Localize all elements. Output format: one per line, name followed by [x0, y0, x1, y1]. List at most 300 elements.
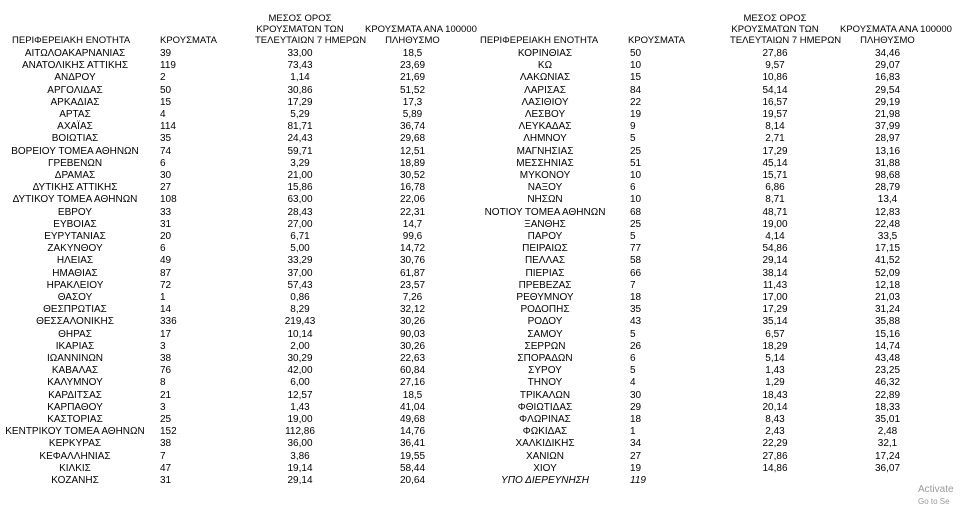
avg7-value: 42,00 — [287, 365, 313, 377]
per100k-value: 22,63 — [399, 353, 426, 364]
table-row — [0, 316, 960, 328]
table-row — [0, 72, 960, 84]
cases-value: 47 — [160, 462, 172, 474]
cases-value: 35 — [630, 304, 642, 316]
cases-value: 18 — [630, 292, 642, 303]
region-name: ΡΕΘΥΜΝΟΥ — [516, 292, 574, 303]
per100k-value: 32,1 — [877, 438, 898, 450]
table-row — [0, 97, 960, 109]
region-name: ΘΗΡΑΣ — [58, 328, 92, 340]
per100k-value: 30,76 — [399, 255, 426, 267]
region-name: ΕΥΒΟΙΑΣ — [53, 218, 97, 230]
table-row — [0, 463, 960, 475]
cases-value: 25 — [160, 414, 172, 425]
cases-value: 6 — [630, 353, 636, 364]
per100k-value: 29,68 — [399, 133, 426, 145]
region-name: ΘΑΣΟΥ — [57, 292, 93, 303]
avg7-value: 2,00 — [290, 340, 310, 352]
table-row — [0, 377, 960, 389]
cases-value: 4 — [630, 377, 636, 389]
cases-value: 34 — [630, 438, 642, 450]
region-name: ΧΙΟΥ — [533, 462, 557, 474]
table-row — [0, 475, 960, 487]
cases-value: 38 — [160, 438, 172, 450]
avg7-value: 6,57 — [765, 328, 785, 340]
cases-value: 10 — [630, 170, 642, 181]
cases-value: 7 — [160, 450, 166, 462]
region-name: ΧΑΛΚΙΔΙΚΗΣ — [515, 438, 575, 450]
cases-value: 14 — [160, 304, 172, 316]
cases-value: 68 — [630, 206, 642, 218]
region-name: ΚΕΝΤΡΙΚΟΥ ΤΟΜΕΑ ΑΘΗΝΩΝ — [5, 426, 145, 438]
cases-value: 3 — [160, 340, 166, 352]
cases-value: 22 — [630, 96, 642, 108]
avg7-value: 2,43 — [765, 426, 785, 438]
avg7-value: 19,14 — [287, 462, 313, 474]
table-row — [0, 280, 960, 292]
avg7-value: 112,86 — [285, 426, 315, 438]
region-name: ΚΑΛΥΜΝΟΥ — [47, 377, 103, 389]
avg7-value: 19,00 — [762, 218, 788, 230]
table-row — [0, 255, 960, 267]
per100k-value: 15,16 — [874, 328, 901, 340]
avg7-value: 29,14 — [287, 475, 313, 486]
cases-value: 9 — [630, 121, 636, 133]
avg7-value: 38,14 — [762, 267, 788, 279]
avg7-value: 15,86 — [287, 182, 313, 194]
table-row — [0, 85, 960, 97]
avg7-value: 81,71 — [287, 121, 313, 133]
cases-value: 50 — [630, 48, 642, 59]
per100k-value: 28,79 — [874, 182, 901, 194]
region-name: ΗΡΑΚΛΕΙΟΥ — [46, 279, 104, 291]
region-name: ΣΠΟΡΑΔΩΝ — [517, 353, 573, 364]
region-name: ΚΑΣΤΟΡΙΑΣ — [47, 414, 103, 425]
avg7-value: 30,86 — [287, 84, 313, 96]
watermark-line1: Activate — [918, 484, 954, 495]
cases-value: 76 — [160, 365, 172, 377]
table-row — [0, 292, 960, 304]
per100k-value: 27,16 — [399, 377, 426, 389]
per100k-value: 90,03 — [399, 328, 426, 340]
table-row — [0, 219, 960, 231]
per100k-value: 36,74 — [399, 121, 426, 133]
per100k-value: 22,89 — [874, 389, 901, 401]
per100k-value: 21,69 — [399, 72, 426, 84]
avg7-value: 27,86 — [762, 48, 788, 59]
per100k-value: 28,97 — [874, 133, 901, 145]
table-row — [0, 231, 960, 243]
avg7-value: 17,29 — [287, 96, 313, 108]
table-row — [0, 60, 960, 72]
avg7-value: 24,43 — [287, 133, 313, 145]
region-name: ΠΡΕΒΕΖΑΣ — [518, 279, 572, 291]
region-name: ΚΟΖΑΝΗΣ — [51, 475, 99, 486]
header-avg-line2: ΚΡΟΥΣΜΑΤΩΝ ΤΩΝ — [731, 24, 819, 35]
per100k-value: 29,07 — [874, 60, 901, 72]
cases-value: 51 — [630, 157, 642, 169]
avg7-value: 59,71 — [287, 145, 313, 157]
avg7-value: 57,43 — [287, 279, 313, 291]
avg7-value: 33,00 — [287, 48, 313, 59]
region-name: ΥΠΟ ΔΙΕΡΕΥΝΗΣΗ — [501, 475, 589, 486]
avg7-value: 19,00 — [287, 414, 313, 425]
avg7-value: 16,57 — [762, 96, 788, 108]
cases-value: 15 — [630, 72, 642, 84]
cases-value: 7 — [630, 279, 636, 291]
avg7-value: 28,43 — [287, 206, 313, 218]
cases-value: 38 — [160, 353, 172, 364]
region-name: ΑΝΔΡΟΥ — [54, 72, 96, 84]
per100k-value: 29,19 — [874, 96, 901, 108]
avg7-value: 8,43 — [765, 414, 785, 425]
per100k-value: 23,25 — [874, 365, 901, 377]
cases-value: 2 — [160, 72, 166, 84]
avg7-value: 20,14 — [762, 401, 788, 413]
per100k-value: 21,03 — [874, 292, 901, 303]
avg7-value: 5,14 — [765, 353, 785, 364]
per100k-value: 12,83 — [874, 206, 901, 218]
avg7-value: 8,29 — [290, 304, 310, 316]
region-name: ΙΩΑΝΝΙΝΩΝ — [46, 353, 104, 364]
per100k-value: 30,52 — [399, 170, 426, 181]
avg7-value: 2,71 — [765, 133, 785, 145]
per100k-value: 7,26 — [402, 292, 423, 303]
avg7-value: 12,57 — [287, 389, 313, 401]
avg7-value: 17,29 — [762, 304, 788, 316]
region-name: ΙΚΑΡΙΑΣ — [55, 340, 95, 352]
header-per-line1: ΚΡΟΥΣΜΑΤΑ ΑΝΑ 100000 — [840, 24, 952, 35]
header-avg-line3: ΤΕΛΕΥΤΑΙΩΝ 7 ΗΜΕΡΩΝ — [255, 35, 367, 46]
per100k-value: 29,54 — [874, 84, 901, 96]
per100k-value: 36,41 — [399, 438, 426, 450]
per100k-value: 18,5 — [402, 48, 423, 59]
region-name: ΑΧΑΪΑΣ — [57, 121, 93, 133]
region-name: ΤΡΙΚΑΛΩΝ — [519, 389, 571, 401]
table-row — [0, 133, 960, 145]
avg7-value: 54,86 — [762, 243, 788, 255]
avg7-value: 1,43 — [290, 401, 310, 413]
header-cases-right: ΚΡΟΥΣΜΑΤΑ — [628, 35, 685, 46]
table-row — [0, 146, 960, 158]
avg7-value: 18,43 — [762, 389, 788, 401]
region-name: ΑΝΑΤΟΛΙΚΗΣ ΑΤΤΙΚΗΣ — [21, 60, 129, 72]
header-avg-line1: ΜΕΣΟΣ ΟΡΟΣ — [743, 13, 807, 24]
region-name: ΣΥΡΟΥ — [528, 365, 562, 377]
per100k-value: 32,12 — [399, 304, 426, 316]
header-per-line2: ΠΛΗΘΥΣΜΟ — [860, 35, 915, 46]
per100k-value: 23,69 — [399, 60, 426, 72]
region-name: ΛΕΣΒΟΥ — [524, 109, 566, 120]
table-row — [0, 402, 960, 414]
cases-value: 152 — [160, 426, 177, 438]
cases-value: 4 — [160, 109, 166, 120]
per100k-value: 51,52 — [399, 84, 426, 96]
region-name: ΧΑΝΙΩΝ — [525, 450, 565, 462]
region-name: ΣΑΜΟΥ — [527, 328, 563, 340]
per100k-value: 98,68 — [874, 170, 901, 181]
per100k-value: 52,09 — [874, 267, 901, 279]
per100k-value: 14,72 — [399, 243, 426, 255]
avg7-value: 18,29 — [762, 340, 788, 352]
cases-value: 21 — [160, 389, 172, 401]
per100k-value: 13,4 — [877, 194, 898, 206]
region-name: ΜΥΚΟΝΟΥ — [519, 170, 571, 181]
region-name: ΘΕΣΣΑΛΟΝΙΚΗΣ — [36, 316, 114, 328]
cases-value: 1 — [160, 292, 166, 303]
avg7-value: 63,00 — [287, 194, 313, 206]
region-name: ΕΥΡΥΤΑΝΙΑΣ — [44, 231, 106, 242]
per100k-value: 60,84 — [399, 365, 426, 377]
header-per-line2: ΠΛΗΘΥΣΜΟ — [385, 35, 440, 46]
avg7-value: 10,14 — [287, 328, 313, 340]
avg7-value: 17,00 — [762, 292, 788, 303]
cases-value: 20 — [160, 231, 172, 242]
region-name: ΛΑΣΙΘΙΟΥ — [521, 96, 569, 108]
cases-value: 74 — [160, 145, 172, 157]
per100k-value: 17,15 — [874, 243, 901, 255]
per100k-value: 99,6 — [402, 231, 423, 242]
region-name: ΜΕΣΣΗΝΙΑΣ — [516, 157, 574, 169]
avg7-value: 27,00 — [287, 218, 313, 230]
region-name: ΕΒΡΟΥ — [57, 206, 93, 218]
cases-value: 17 — [160, 328, 172, 340]
per100k-value: 30,26 — [399, 340, 426, 352]
cases-value: 336 — [160, 316, 177, 328]
header-avg-line2: ΚΡΟΥΣΜΑΤΩΝ ΤΩΝ — [256, 24, 344, 35]
region-name: ΛΕΥΚΑΔΑΣ — [518, 121, 572, 133]
avg7-value: 9,57 — [765, 60, 785, 72]
per100k-value: 22,31 — [399, 206, 426, 218]
table-row — [0, 182, 960, 194]
cases-value: 35 — [160, 133, 172, 145]
table-row — [0, 109, 960, 121]
header-region-left: ΠΕΡΙΦΕΡΕΙΑΚΗ ΕΝΟΤΗΤΑ — [12, 35, 131, 46]
cases-value: 27 — [160, 182, 172, 194]
avg7-value: 6,00 — [290, 377, 310, 389]
region-name: ΚΕΦΑΛΛΗΝΙΑΣ — [39, 450, 111, 462]
avg7-value: 22,29 — [762, 438, 788, 450]
cases-value: 5 — [630, 133, 636, 145]
per100k-value: 49,68 — [399, 414, 426, 425]
per100k-value: 16,83 — [874, 72, 901, 84]
cases-value: 58 — [630, 255, 642, 267]
per100k-value: 31,88 — [874, 157, 901, 169]
region-name: ΞΑΝΘΗΣ — [524, 218, 566, 230]
avg7-value: 5,00 — [290, 243, 310, 255]
region-name: ΦΛΩΡΙΝΑΣ — [519, 414, 571, 425]
region-name: ΣΕΡΡΩΝ — [524, 340, 566, 352]
table-row — [0, 304, 960, 316]
region-name: ΔΥΤΙΚΗΣ ΑΤΤΙΚΗΣ — [32, 182, 118, 194]
avg7-value: 48,71 — [762, 206, 788, 218]
cases-value: 5 — [630, 328, 636, 340]
avg7-value: 0,86 — [290, 292, 310, 303]
header-cases-left: ΚΡΟΥΣΜΑΤΑ — [160, 35, 217, 46]
avg7-value: 21,00 — [287, 170, 313, 181]
avg7-value: 19,57 — [762, 109, 788, 120]
table-row — [0, 353, 960, 365]
header-per100k-right — [840, 24, 952, 46]
cases-value: 39 — [160, 48, 172, 59]
cases-value: 31 — [160, 475, 172, 486]
region-name: ΔΡΑΜΑΣ — [54, 170, 96, 181]
avg7-value: 29,14 — [762, 255, 788, 267]
region-name: ΠΕΙΡΑΙΩΣ — [522, 243, 568, 255]
region-name: ΦΘΙΩΤΙΔΑΣ — [517, 401, 573, 413]
per100k-value: 18,5 — [402, 389, 423, 401]
per100k-value: 19,55 — [399, 450, 426, 462]
cases-value: 3 — [160, 401, 166, 413]
cases-value: 108 — [160, 194, 177, 206]
cases-value: 43 — [630, 316, 642, 328]
region-name: ΓΡΕΒΕΝΩΝ — [47, 157, 103, 169]
per100k-value: 41,52 — [874, 255, 901, 267]
cases-value: 50 — [160, 84, 172, 96]
avg7-value: 8,71 — [765, 194, 785, 206]
region-name: ΡΟΔΟΥ — [527, 316, 563, 328]
per100k-value: 5,89 — [402, 109, 423, 120]
avg7-value: 30,29 — [287, 353, 313, 364]
region-name: ΒΟΡΕΙΟΥ ΤΟΜΕΑ ΑΘΗΝΩΝ — [11, 145, 139, 157]
avg7-value: 1,43 — [765, 365, 785, 377]
per100k-value: 14,76 — [399, 426, 426, 438]
cases-value: 30 — [160, 170, 172, 181]
avg7-value: 36,00 — [287, 438, 313, 450]
avg7-value: 5,29 — [290, 109, 310, 120]
cases-value: 119 — [160, 60, 176, 72]
avg7-value: 8,14 — [765, 121, 785, 133]
cases-value: 8 — [160, 377, 166, 389]
per100k-value: 33,5 — [877, 231, 898, 242]
header-region-right: ΠΕΡΙΦΕΡΕΙΑΚΗ ΕΝΟΤΗΤΑ — [480, 35, 599, 46]
cases-value: 114 — [160, 121, 176, 133]
per100k-value: 35,88 — [874, 316, 901, 328]
table-row — [0, 121, 960, 133]
region-name: ΑΡΚΑΔΙΑΣ — [50, 96, 100, 108]
table-row — [0, 243, 960, 255]
header-avg-right — [730, 13, 842, 46]
header-avg-line1: ΜΕΣΟΣ ΟΡΟΣ — [268, 13, 332, 24]
per100k-value: 37,99 — [874, 121, 901, 133]
header-per-line1: ΚΡΟΥΣΜΑΤΑ ΑΝΑ 100000 — [365, 24, 477, 35]
per100k-value: 16,78 — [399, 182, 426, 194]
region-name: ΠΙΕΡΙΑΣ — [525, 267, 565, 279]
region-name: ΔΥΤΙΚΟΥ ΤΟΜΕΑ ΑΘΗΝΩΝ — [12, 194, 138, 206]
region-name: ΒΟΙΩΤΙΑΣ — [51, 133, 99, 145]
cases-value: 72 — [160, 279, 172, 291]
cases-value: 25 — [630, 218, 642, 230]
per100k-value: 21,98 — [874, 109, 901, 120]
cases-value: 77 — [630, 243, 642, 255]
region-name: ΚΙΛΚΙΣ — [59, 462, 91, 474]
per100k-value: 18,89 — [399, 157, 426, 169]
cases-value: 25 — [630, 145, 642, 157]
cases-value: 26 — [630, 340, 642, 352]
cases-value: 19 — [630, 462, 642, 474]
avg7-value: 4,14 — [765, 231, 785, 242]
cases-value: 19 — [630, 109, 642, 120]
cases-value: 5 — [630, 231, 636, 242]
per100k-value: 36,07 — [874, 462, 901, 474]
per100k-value: 22,48 — [874, 218, 901, 230]
per100k-value: 61,87 — [399, 267, 426, 279]
avg7-value: 17,29 — [762, 145, 788, 157]
region-name: ΤΗΝΟΥ — [527, 377, 563, 389]
cases-value: 87 — [160, 267, 172, 279]
per100k-value: 2,48 — [877, 426, 898, 438]
region-name: ΠΕΛΛΑΣ — [524, 255, 566, 267]
cases-value: 18 — [630, 414, 642, 425]
table-row — [0, 390, 960, 402]
cases-value: 6 — [160, 243, 166, 255]
cases-value: 31 — [160, 218, 172, 230]
per100k-value: 41,04 — [399, 401, 426, 413]
per100k-value: 43,48 — [874, 353, 901, 364]
region-name: ΜΑΓΝΗΣΙΑΣ — [516, 145, 574, 157]
region-name: ΝΟΤΙΟΥ ΤΟΜΕΑ ΑΘΗΝΩΝ — [484, 206, 606, 218]
region-name: ΛΑΚΩΝΙΑΣ — [519, 72, 571, 84]
region-name: ΖΑΚΥΝΘΟΥ — [47, 243, 103, 255]
per100k-value: 31,24 — [874, 304, 901, 316]
avg7-value: 33,29 — [287, 255, 313, 267]
per100k-value: 34,46 — [874, 48, 901, 59]
per100k-value: 20,64 — [399, 475, 426, 486]
avg7-value: 3,29 — [290, 157, 310, 169]
table-row — [0, 170, 960, 182]
cases-value: 5 — [630, 365, 636, 377]
cases-value: 33 — [160, 206, 172, 218]
region-name: ΑΡΓΟΛΙΔΑΣ — [47, 84, 103, 96]
avg7-value: 14,86 — [762, 462, 788, 474]
cases-value: 27 — [630, 450, 642, 462]
cases-value: 30 — [630, 389, 642, 401]
table-row — [0, 365, 960, 377]
per100k-value: 58,44 — [399, 462, 426, 474]
avg7-value: 27,86 — [762, 450, 788, 462]
avg7-value: 1,14 — [290, 72, 310, 84]
avg7-value: 6,86 — [765, 182, 785, 194]
avg7-value: 219,43 — [284, 316, 316, 328]
per100k-value: 13,16 — [874, 145, 901, 157]
avg7-value: 54,14 — [762, 84, 788, 96]
per100k-value: 46,32 — [874, 377, 901, 389]
avg7-value: 1,29 — [765, 377, 785, 389]
region-name: ΡΟΔΟΠΗΣ — [520, 304, 570, 316]
table-row — [0, 414, 960, 426]
table-row — [0, 451, 960, 463]
header-avg-line3: ΤΕΛΕΥΤΑΙΩΝ 7 ΗΜΕΡΩΝ — [730, 35, 842, 46]
region-name: ΚΑΡΠΑΘΟΥ — [47, 401, 103, 413]
region-name: ΚΑΡΔΙΤΣΑΣ — [48, 389, 102, 401]
region-name: ΚΕΡΚΥΡΑΣ — [48, 438, 102, 450]
avg7-value: 3,86 — [290, 450, 310, 462]
per100k-value: 17,24 — [874, 450, 901, 462]
avg7-value: 11,43 — [762, 279, 788, 291]
region-name: ΝΗΣΩΝ — [527, 194, 563, 206]
per100k-value: 14,7 — [402, 218, 423, 230]
avg7-value: 73,43 — [287, 60, 313, 72]
avg7-value: 6,71 — [290, 231, 310, 242]
per100k-value: 22,06 — [399, 194, 426, 206]
cases-value: 6 — [160, 157, 166, 169]
per100k-value: 18,33 — [874, 401, 901, 413]
cases-value: 15 — [160, 96, 172, 108]
table-row — [0, 194, 960, 206]
region-name: ΑΡΤΑΣ — [59, 109, 91, 120]
cases-value: 84 — [630, 84, 642, 96]
per100k-value: 12,18 — [874, 279, 901, 291]
